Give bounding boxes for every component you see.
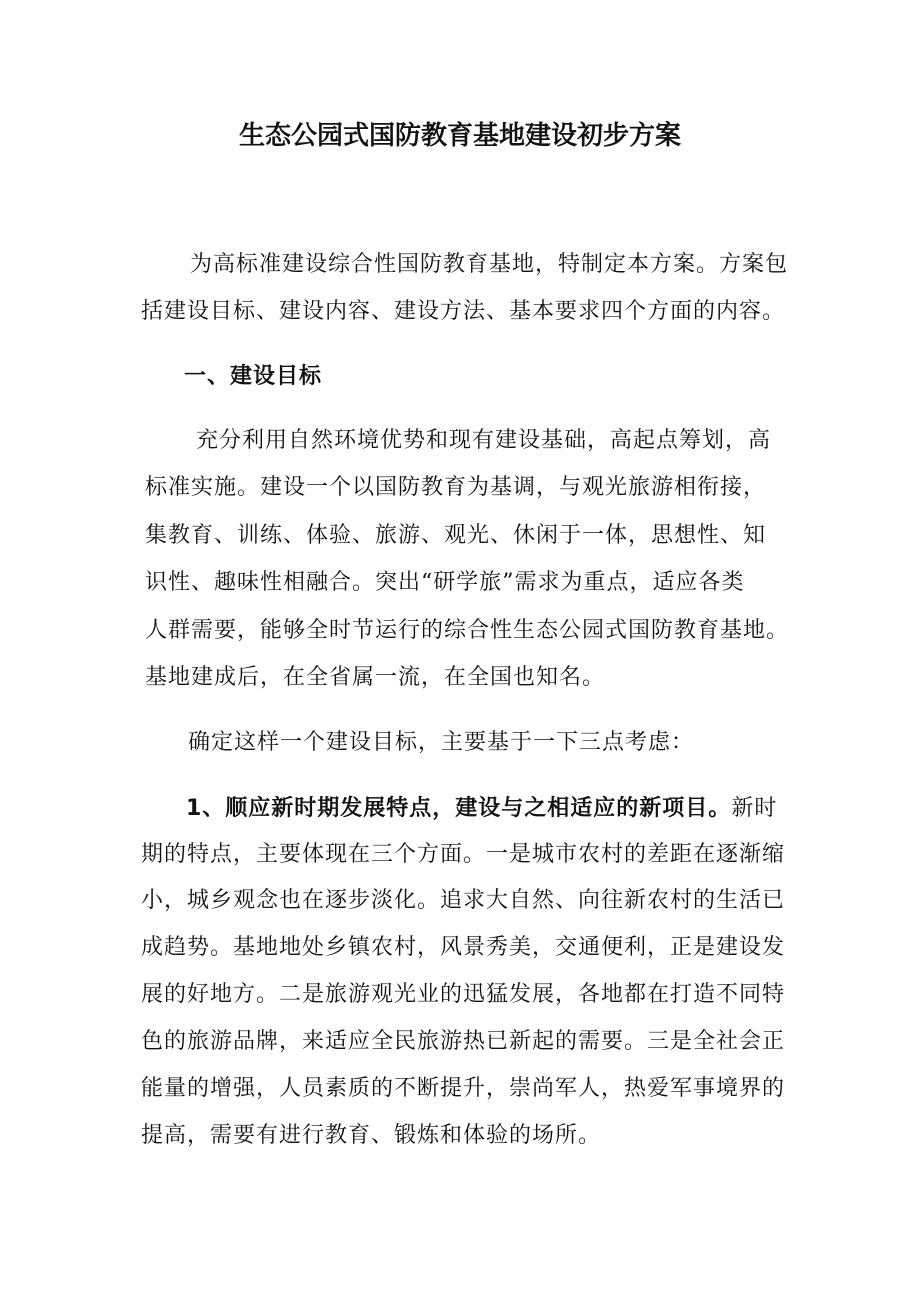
- point1-line-5: 展的好地方。二是旅游观光业的迅猛发展，各地都在打造不同特: [141, 982, 786, 1007]
- paragraph1-line-6: 基地建成后，在全省属一流，在全国也知名。: [145, 665, 606, 690]
- point1-lead-rest: 新时: [731, 796, 778, 821]
- paragraph1-line-2: 标准实施。建设一个以国防教育为基调，与观光旅游相衔接，: [145, 475, 767, 500]
- intro-line-1: 为高标准建设综合性国防教育基地，特制定本方案。方案包: [190, 252, 789, 277]
- section-heading: 一、建设目标: [184, 364, 323, 389]
- point1-line-8: 提高，需要有进行教育、锻炼和体验的场所。: [141, 1123, 602, 1148]
- paragraph1-line-3: 集教育、训练、体验、旅游、观光、休闲于一体，思想性、知: [145, 523, 767, 548]
- document-title: 生态公园式国防教育基地建设初步方案: [238, 121, 681, 151]
- paragraph2-line-1: 确定这样一个建设目标，主要基于一下三点考虑：: [188, 730, 695, 755]
- point1-line-1: [186, 788, 777, 830]
- paragraph1-line-4: 识性、趣味性相融合。突出“研学旅”需求为重点，适应各类: [145, 570, 745, 595]
- point1-line-3: 小，城乡观念也在逐步淡化。追求大自然、向往新农村的生活已: [141, 888, 786, 913]
- point1-line-7: 能量的增强，人员素质的不断提升，崇尚军人，热爱军事境界的: [141, 1076, 786, 1101]
- point1-line-6: 色的旅游品牌，来适应全民旅游热已新起的需要。三是全社会正: [141, 1029, 786, 1054]
- point1-line-4: 成趋势。基地地处乡镇农村，风景秀美，交通便利，正是建设发: [141, 935, 786, 960]
- point1-line-2: 期的特点，主要体现在三个方面。一是城市农村的差距在逐渐缩: [141, 842, 786, 867]
- paragraph1-line-5: 人群需要，能够全时节运行的综合性生态公园式国防教育基地。: [145, 618, 790, 643]
- intro-line-2: 括建设目标、建设内容、建设方法、基本要求四个方面的内容。: [141, 299, 786, 324]
- point1-bold-lead: 1、顺应新时期发展特点，建设与之相适应的新项目。: [186, 796, 732, 821]
- paragraph1-line-1: 充分利用自然环境优势和现有建设基础，高起点筹划，高: [196, 428, 772, 453]
